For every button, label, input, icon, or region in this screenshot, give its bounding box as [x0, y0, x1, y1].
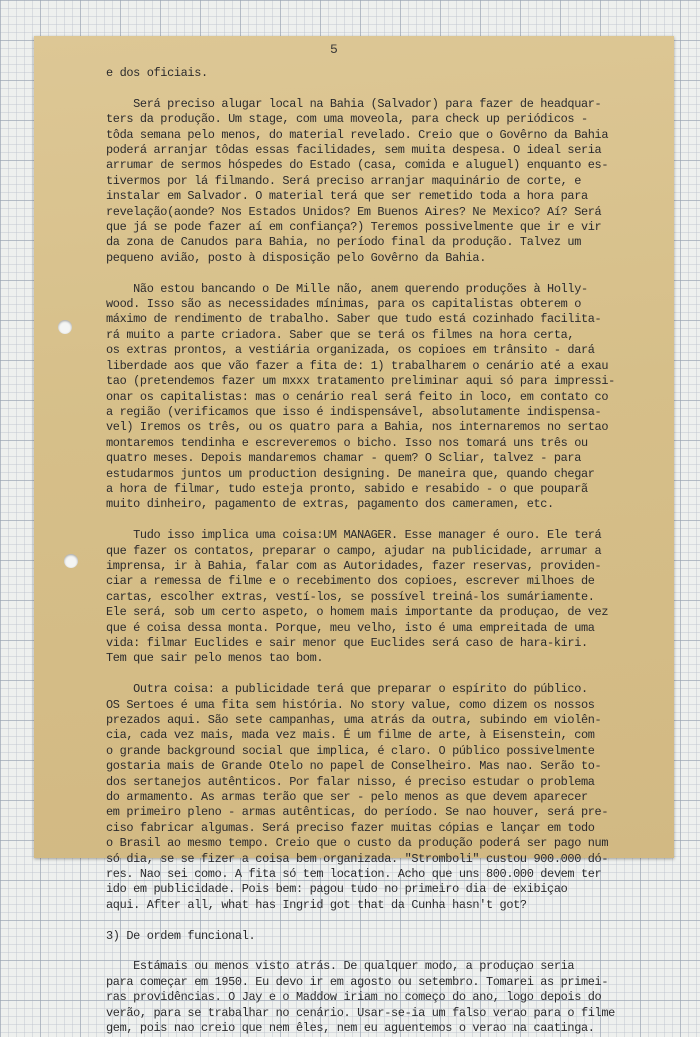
text-line: Tudo isso implica uma coisa:UM MANAGER. Esse manager é ouro. Ele terá: [106, 528, 602, 543]
text-line: para começar em 1950. Eu devo ir em agosto ou setembro. Tomarei as primei-: [106, 974, 609, 989]
typewritten-page: [34, 36, 674, 1036]
text-line: quatro meses. Depois mandaremos chamar - quem? O Scliar, talvez - para: [106, 451, 581, 466]
punch-hole-top: [58, 320, 72, 334]
text-line: wood. Isso são as necessidades mínimas, para os capitalistas obterem o: [106, 297, 581, 312]
paragraph-gap: [106, 913, 676, 928]
text-line: Tem que sair pelo menos tao bom.: [106, 651, 324, 666]
text-line: imprensa, ir à Bahia, falar com as Autoridades, fazer reservas, providen-: [106, 558, 602, 573]
paragraph: [106, 282, 676, 513]
text-line: os extras prontos, a vestiária organizada, os copioes em trânsito - dará: [106, 343, 595, 358]
paragraph: [106, 66, 676, 81]
text-line: ters da produção. Um stage, com uma moveola, para check up periódicos -: [106, 112, 588, 127]
text-line: cartas, escolher extras, vestí-los, se possível treiná-los sumáriamente.: [106, 589, 595, 604]
text-line: ciar a remessa de filme e o recebimento dos copioes, escrever milhoes de: [106, 574, 595, 589]
text-line: em primeiro pleno - armas autênticas, do período. Se nao houver, será pre-: [106, 805, 609, 820]
text-line: poderá arranjar tôdas essas facilidades, sem muita despesa. O ideal seria: [106, 143, 602, 158]
text-line: onar os capitalistas: mas o cenário real será feito in loco, em contato co: [106, 389, 609, 404]
text-line: Outra coisa: a publicidade terá que preparar o espírito do público.: [106, 682, 588, 697]
text-line: aqui. After all, what has Ingrid got that da Cunha hasn't got?: [106, 897, 527, 912]
paragraph-gap: [106, 513, 676, 528]
text-line: vida: filmar Euclides e sair menor que Euclides será caso de hara-kiri.: [106, 635, 588, 650]
paragraph-gap: [106, 266, 676, 281]
text-line: o grande background social que implica, é claro. O público possivelmente: [106, 743, 595, 758]
text-line: instalar em Salvador. O material terá que ser remetido toda a hora para: [106, 189, 588, 204]
text-line: pequeno avião, posto à disposição pelo Govêrno da Bahia.: [106, 250, 486, 265]
text-line: vel) Iremos os três, ou os quatro para a Bahia, nos internaremos no sertao: [106, 420, 609, 435]
punch-hole-bottom: [64, 554, 78, 568]
text-line: ido em publicidade. Pois bem: pagou tudo no primeiro dia de exibiçao: [106, 882, 568, 897]
text-line: ciso fabricar algumas. Será preciso fazer muitas cópias e lançar em todo: [106, 820, 595, 835]
paragraph: [106, 959, 676, 1036]
text-line: da zona de Canudos para Bahia, no período final da produção. Talvez um: [106, 235, 581, 250]
text-line: dos sertanejos autênticos. Por falar nisso, é preciso estudar o problema: [106, 774, 595, 789]
paragraph: [106, 528, 676, 667]
text-line: 3) De ordem funcional.: [106, 928, 256, 943]
text-line: Estámais ou menos visto atrás. De qualquer modo, a produçao seria: [106, 959, 575, 974]
text-line: o Brasil ao mesmo tempo. Creio que o custo da produção poderá ser pago num: [106, 836, 609, 851]
text-line: prezados aqui. São sete campanhas, uma atrás da outra, subindo em violên-: [106, 713, 602, 727]
text-line: res. Nao sei como. A fita só tem location. Acho que uns 800.000 devem ter: [106, 867, 602, 882]
paragraph-gap: [106, 944, 676, 959]
text-line: Não estou bancando o De Mille não, anem querendo produções à Holly-: [106, 281, 588, 296]
text-line: gem, pois nao creio que nem êles, nem eu aguentemos o verao na caatinga.: [106, 1021, 595, 1036]
text-line: verão, para se trabalhar no cenário. Usar-se-ia um falso verao para o filme: [106, 1005, 615, 1020]
text-line: tao (pretendemos fazer um mxxx tratamento preliminar aqui só para impressi-: [106, 374, 615, 389]
text-line: máximo de rendimento de trabalho. Saber que tudo está cozinhado facilita-: [106, 312, 602, 327]
text-line: montaremos tendinha e escreveremos o bicho. Isso nos tomará uns três ou: [106, 435, 588, 450]
text-line: tivermos por lá filmando. Será preciso arranjar maquinário de corte, e: [106, 173, 581, 188]
text-line: revelação(aonde? Nos Estados Unidos? Em Buenos Aires? Ne Mexico? Aí? Será: [106, 204, 602, 219]
text-line: e dos oficiais.: [106, 66, 208, 80]
text-line: que é coisa dessa monta. Porque, meu velho, isto é uma empreitada de uma: [106, 620, 595, 635]
text-line: do armamento. As armas terão que ser - pelo menos as que devem aparecer: [106, 790, 588, 805]
paragraph-gap: [106, 667, 676, 682]
text-line: muito dinheiro, pagamento de extras, pagamento dos cameramen, etc.: [106, 497, 554, 512]
text-line: só dia, se se fizer a coisa bem organizada. "Stromboli" custou 900.000 dó-: [106, 851, 609, 866]
text-line: rá muito a parte criadora. Saber que se terá os filmes na hora certa,: [106, 327, 575, 342]
paragraph-gap: [106, 81, 676, 96]
text-line: que já se pode fazer aí em confiança?) Teremos possivelmente que ir e vir: [106, 220, 602, 235]
text-line: arrumar de sermos hóspedes do Estado (casa, comida e aluguel) enquanto es-: [106, 158, 609, 173]
text-line: liberdade aos que vão fazer a fita de: 1) trabalharem o cenário até a exau: [106, 358, 609, 373]
text-line: tôda semana pelo menos, do material revelado. Creio que o Govêrno da Bahia: [106, 127, 609, 142]
text-line: Ele será, sob um certo aspeto, o homem mais importante da produçao, de vez: [106, 605, 609, 620]
paragraph: [106, 682, 676, 913]
page-number: 5: [330, 42, 338, 57]
text-line: Será preciso alugar local na Bahia (Salvador) para fazer de headquar-: [106, 96, 602, 111]
text-line: cia, cada vez mais, mada vez mais. É um filme de arte, à Eisenstein, com: [106, 728, 595, 743]
paragraph: [106, 929, 676, 944]
text-line: a hora de filmar, tudo esteja pronto, sabido e resabido - o que pouparã: [106, 481, 588, 496]
text-line: que fazer os contatos, preparar o campo, ajudar na publicidade, arrumar a: [106, 543, 602, 558]
text-line: estudarmos juntos um production designing. De maneira que, quando chegar: [106, 466, 595, 481]
typed-text-body: [106, 66, 676, 1037]
text-line: ras providências. O Jay e o Maddow iriam no começo do ano, logo depois do: [106, 990, 602, 1005]
text-line: a região (verificamos que isso é indispensável, absolutamente indispensa-: [106, 404, 602, 419]
text-line: OS Sertoes é uma fita sem história. No story value, como dizem os nossos: [106, 697, 595, 712]
paragraph: [106, 97, 676, 266]
text-line: gostaria mais de Grande Otelo no papel de Conselheiro. Mas nao. Serão to-: [106, 759, 602, 774]
